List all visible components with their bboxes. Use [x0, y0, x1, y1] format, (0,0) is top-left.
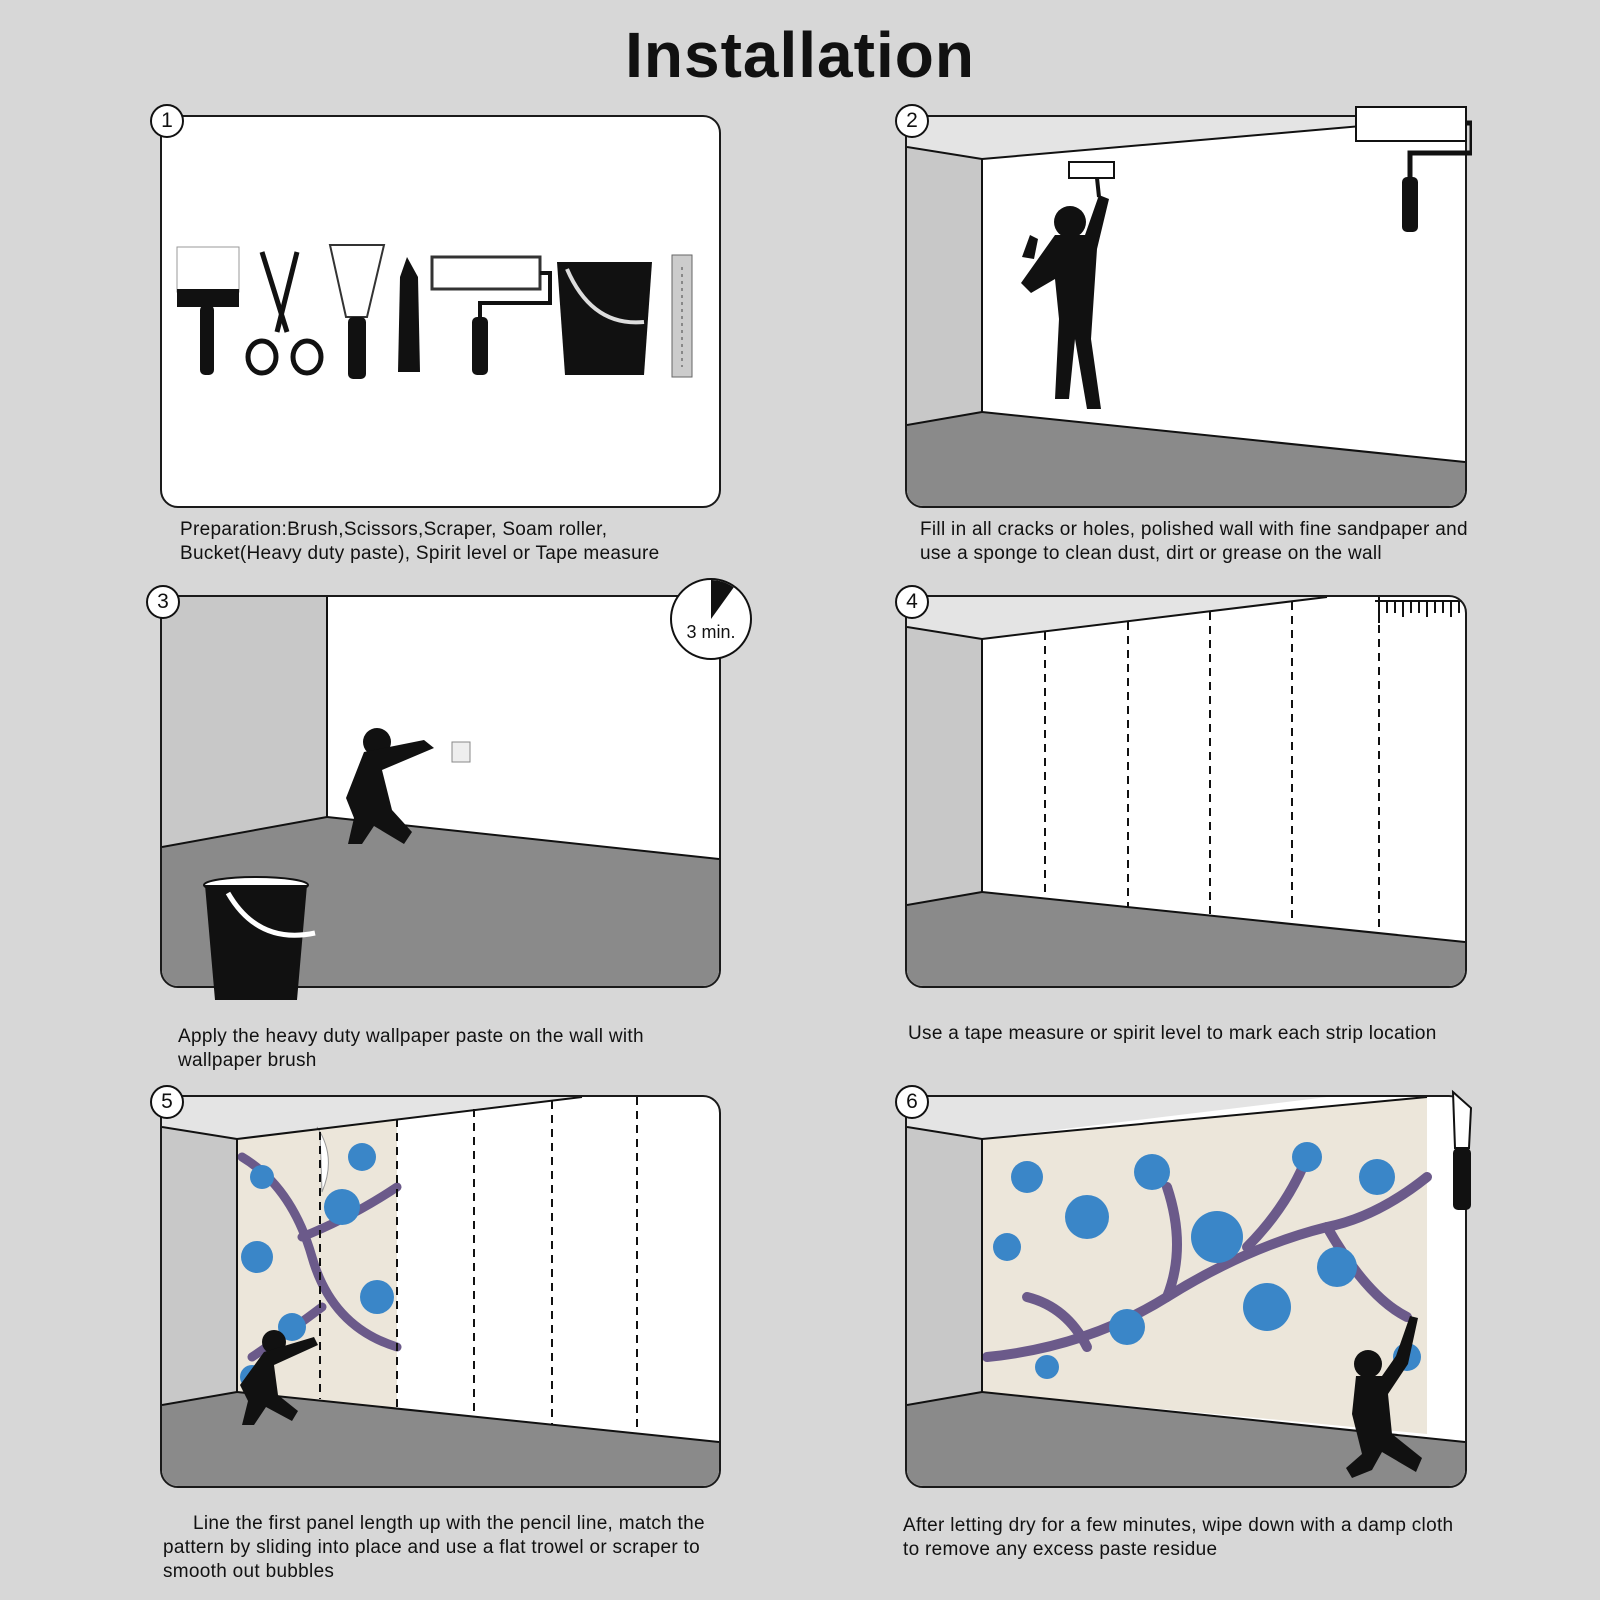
tape-measure-ticks [1375, 601, 1465, 623]
step-1-illustration [160, 115, 721, 508]
step-6-caption: After letting dry for a few minutes, wipe down with a damp cloth to remove any excess paste residue [903, 1515, 1454, 1560]
page-title: Installation [625, 19, 975, 91]
roller-icon [432, 257, 550, 375]
step-5-caption: Line the first panel length up with the pencil line, match the pattern by sliding into place and use a flat trowel or scraper to smooth out bubbles [163, 1513, 705, 1582]
step-1-caption: Preparation:Brush,Scissors,Scraper, Soam roller, Bucket(Heavy duty paste), Spirit level or Tape measure [180, 519, 660, 564]
scissors-icon [248, 252, 321, 373]
step-1-number: 1 [150, 104, 184, 138]
step-5-number: 5 [150, 1085, 184, 1119]
step-2-number: 2 [895, 104, 929, 138]
room-illustration [907, 597, 1465, 986]
timer-label: 3 min. [686, 622, 736, 642]
step-6-number: 6 [895, 1085, 929, 1119]
wiping-worker-silhouette [1330, 1312, 1440, 1512]
step-4-illustration [905, 595, 1467, 988]
strip-guide-lines [1045, 597, 1379, 934]
timer-icon [670, 578, 752, 660]
level-icon [672, 255, 692, 377]
step-3-number: 3 [146, 585, 180, 619]
tools-illustration [162, 117, 719, 506]
step-3-caption: Apply the heavy duty wallpaper paste on the wall with wallpaper brush [178, 1026, 644, 1071]
step-4-number: 4 [895, 585, 929, 619]
bucket-icon [557, 262, 652, 375]
step-2-caption: Fill in all cracks or holes, polished wall with fine sandpaper and use a sponge to clean dust, dirt or grease on the wall [920, 519, 1468, 564]
scraper-icon [330, 245, 384, 379]
room-illustration [162, 1097, 719, 1486]
knife-icon [1447, 1088, 1477, 1218]
worker-silhouette [1021, 162, 1114, 409]
paste-bucket-icon [203, 875, 318, 1005]
brush-icon [177, 247, 239, 375]
step-4-caption: Use a tape measure or spirit level to mark each strip location [908, 1023, 1437, 1044]
paint-roller-icon [1352, 105, 1472, 235]
knife-icon [398, 257, 420, 372]
step-5-illustration [160, 1095, 721, 1488]
